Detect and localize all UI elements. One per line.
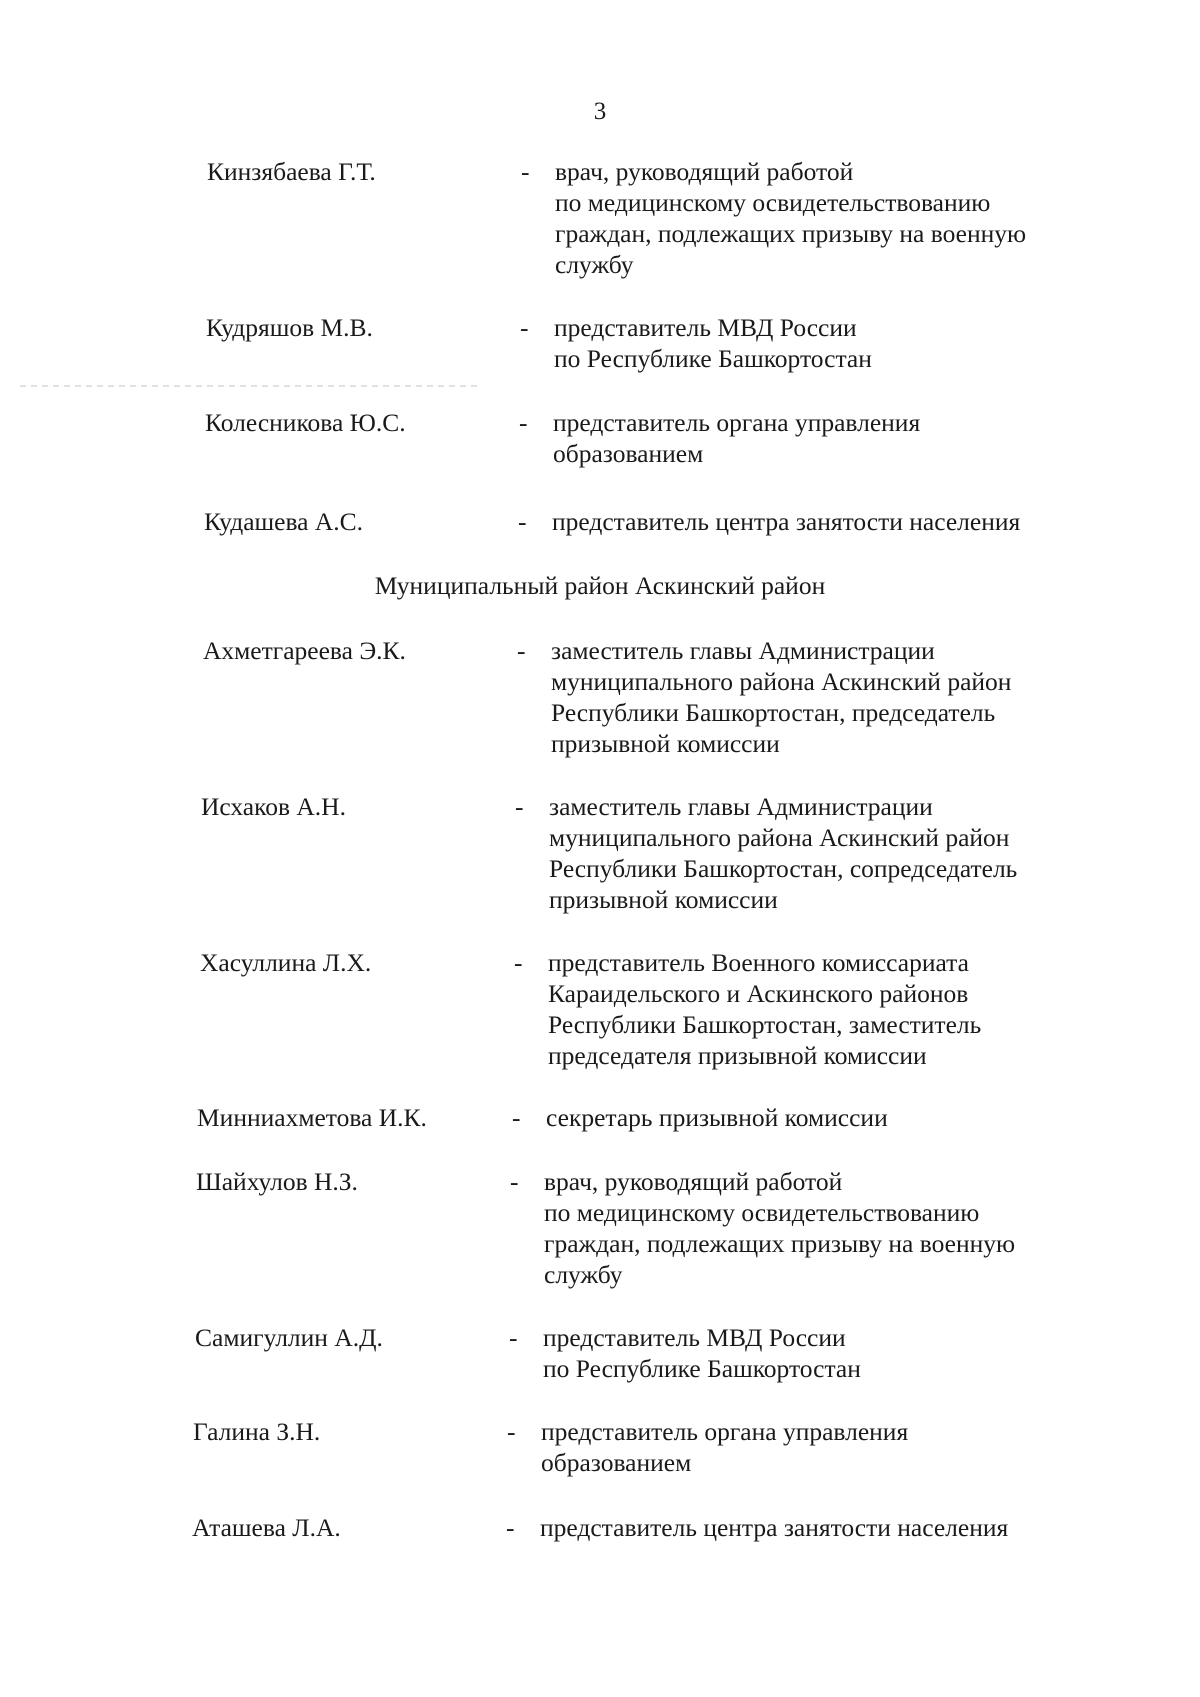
separator-dash: -	[515, 792, 524, 821]
member-name: Самигуллин А.Д.	[195, 1323, 383, 1352]
scan-artifact	[20, 385, 480, 387]
member-role: заместитель главы Администрации муниципального района Аскинский район Республики Башкортостан, сопредседатель призывной комиссии	[549, 792, 1018, 914]
member-name: Колесникова Ю.С.	[205, 408, 406, 437]
member-name: Кудряшов М.В.	[206, 313, 373, 342]
member-name: Кинзябаева Г.Т.	[207, 157, 376, 186]
member-role: заместитель главы Администрации муниципального района Аскинский район Республики Башкортостан, председатель призывной комиссии	[551, 636, 1012, 758]
member-role: врач, руководящий работой по медицинскому освидетельствованию граждан, подлежащих призыву на военную службу	[555, 157, 1027, 279]
separator-dash: -	[510, 1167, 519, 1196]
separator-dash: -	[514, 948, 523, 977]
member-name: Ахметгареева Э.К.	[203, 636, 406, 665]
member-role: секретарь призывной комиссии	[546, 1103, 888, 1132]
separator-dash: -	[519, 408, 528, 437]
member-name: Исхаков А.Н.	[201, 792, 346, 821]
member-role: представитель органа управления образованием	[541, 1417, 909, 1477]
member-name: Кудашева А.С.	[204, 507, 364, 536]
separator-dash: -	[517, 636, 526, 665]
member-role: представитель МВД России по Республике Башкортостан	[543, 1323, 861, 1383]
member-role: представитель органа управления образованием	[553, 408, 921, 468]
separator-dash: -	[521, 157, 530, 186]
member-role: представитель центра занятости населения	[552, 507, 1021, 536]
member-name: Галина З.Н.	[193, 1417, 321, 1446]
separator-dash: -	[512, 1103, 521, 1132]
separator-dash: -	[518, 507, 527, 536]
section-title: Муниципальный район Аскинский район	[374, 571, 826, 600]
member-name: Хасуллина Л.Х.	[200, 948, 372, 977]
member-name: Минниахметова И.К.	[197, 1103, 427, 1132]
separator-dash: -	[507, 1417, 516, 1446]
member-role: представитель центра занятости населения	[540, 1513, 1009, 1542]
separator-dash: -	[509, 1323, 518, 1352]
page-number: 3	[593, 98, 607, 125]
member-role: представитель Военного комиссариата Караидельского и Аскинского районов Республики Башкортостан, заместитель председателя призывной комиссии	[548, 948, 982, 1070]
member-role: представитель МВД России по Республике Башкортостан	[554, 313, 872, 373]
separator-dash: -	[506, 1513, 515, 1542]
member-name: Аташева Л.А.	[192, 1513, 341, 1542]
member-name: Шайхулов Н.З.	[196, 1167, 358, 1196]
member-role: врач, руководящий работой по медицинскому освидетельствованию граждан, подлежащих призыву на военную службу	[544, 1167, 1016, 1289]
separator-dash: -	[520, 313, 529, 342]
